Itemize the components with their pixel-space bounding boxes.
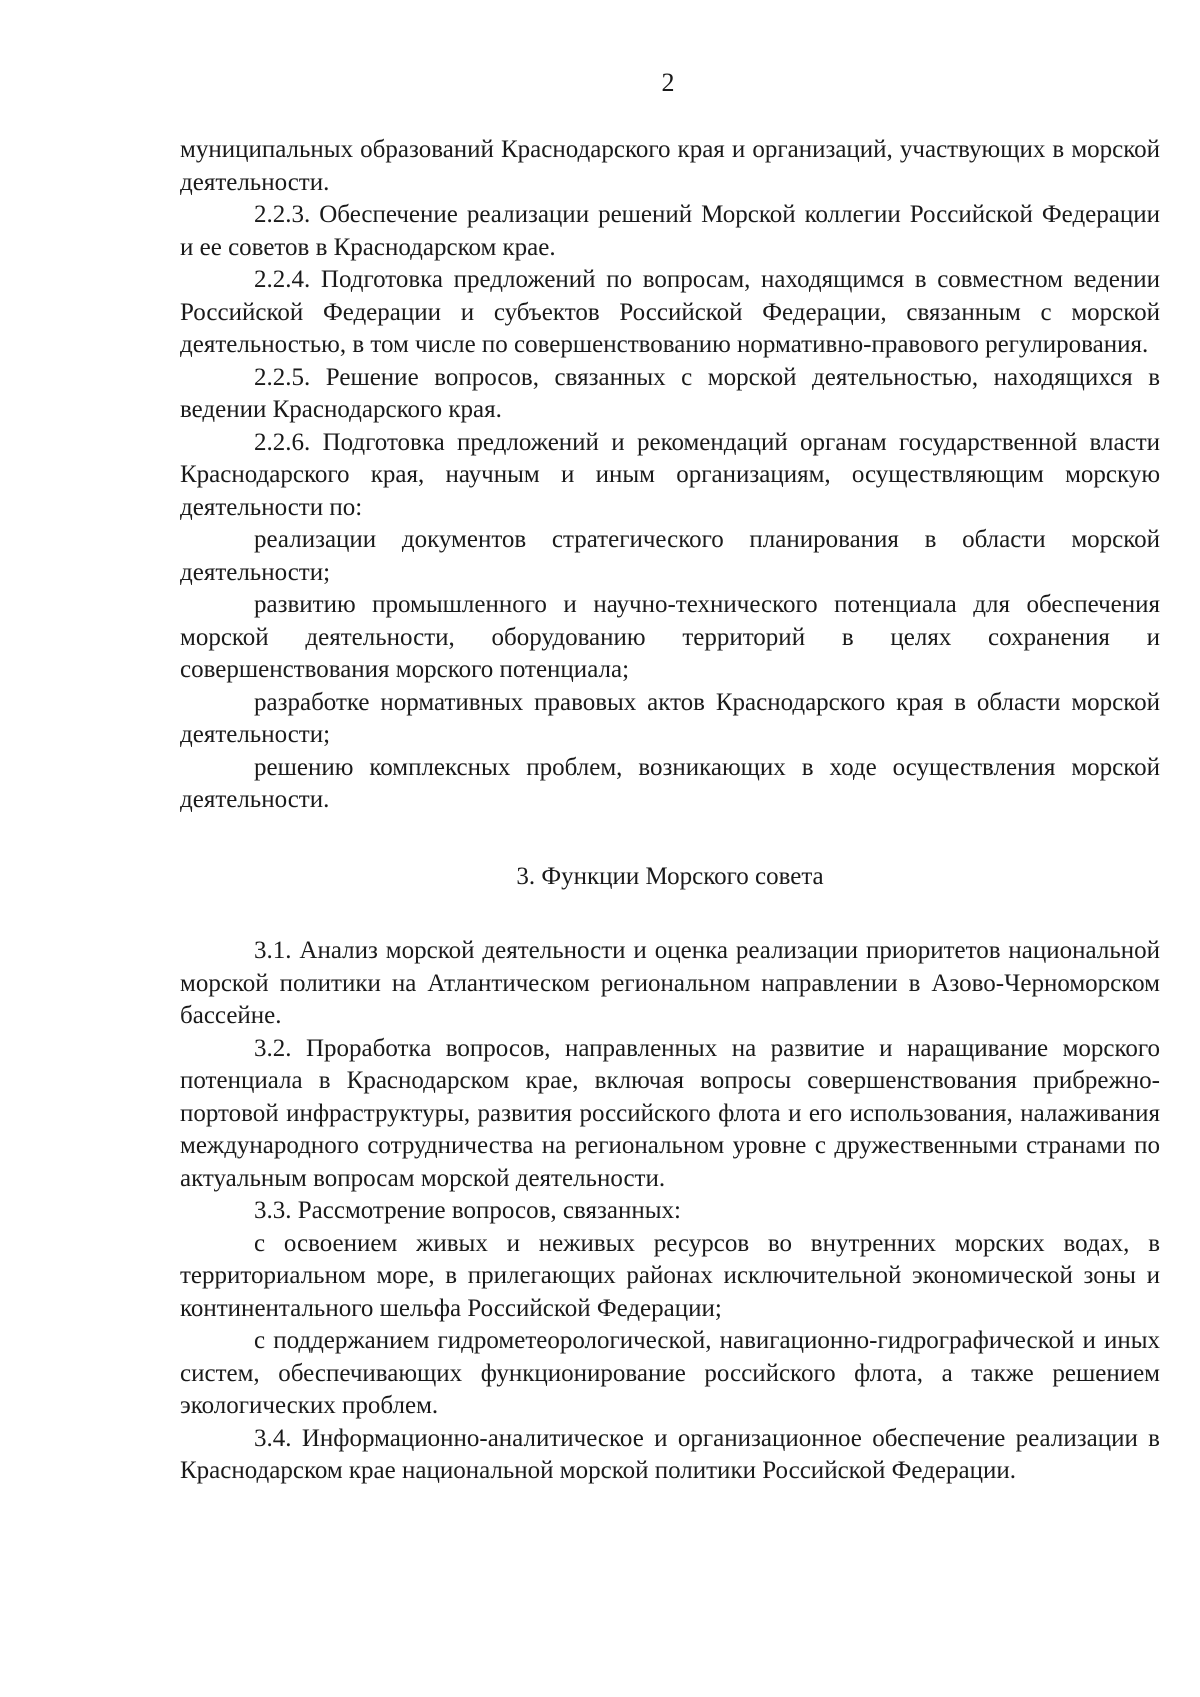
paragraph-3-3: 3.3. Рассмотрение вопросов, связанных: bbox=[254, 1197, 681, 1224]
list-item-regulatory-acts: разработке нормативных правовых актов Краснодарского края в области морской деятельности; bbox=[180, 688, 1160, 748]
paragraph-continuation: муниципальных образований Краснодарского края и организаций, участвующих в морской деятельности. bbox=[180, 136, 1160, 196]
paragraph-3-1: 3.1. Анализ морской деятельности и оценка реализации приоритетов национальной морской политики на Атлантическом региональном направлении в Азово-Черноморском бассейне. bbox=[180, 937, 1160, 1029]
list-item-strategic-planning: реализации документов стратегического планирования в области морской деятельности; bbox=[180, 526, 1160, 586]
paragraph-2-2-6: 2.2.6. Подготовка предложений и рекомендаций органам государственной власти Краснодарского края, научным и иным организациям, осуществляющим морскую деятельности по: bbox=[180, 428, 1160, 521]
paragraph-3-2: 3.2. Проработка вопросов, направленных на развитие и наращивание морского потенциала в Краснодарском крае, включая вопросы совершенствования прибрежно-портовой инфраструктуры, развития российского флота и его использования, налаживания международного сотрудничества на региональном уровне с дружественными странами по актуальным вопросам морской деятельности. bbox=[180, 1034, 1160, 1192]
paragraph-2-2-4: 2.2.4. Подготовка предложений по вопросам, находящимся в совместном ведении Российской Федерации и субъектов Российской Федерации, связанным с морской деятельностью, в том числе по совершенствованию нормативно-правового регулирования. bbox=[180, 266, 1160, 358]
paragraph-3-4: 3.4. Информационно-аналитическое и организационное обеспечение реализации в Краснодарском крае национальной морской политики Российской Федерации. bbox=[180, 1424, 1160, 1484]
paragraph-2-2-5: 2.2.5. Решение вопросов, связанных с морской деятельностью, находящихся в ведении Краснодарского края. bbox=[180, 363, 1160, 423]
paragraph-2-2-3: 2.2.3. Обеспечение реализации решений Морской коллегии Российской Федерации и ее советов в Краснодарском крае. bbox=[180, 201, 1160, 261]
list-item-hydrometeorological: с поддержанием гидрометеорологической, навигационно-гидрографической и иных систем, обеспечивающих функционирование российского флота, а также решением экологических проблем. bbox=[180, 1327, 1160, 1419]
page-number: 2 bbox=[661, 68, 675, 97]
list-item-industrial-potential: развитию промышленного и научно-технического потенциала для обеспечения морской деятельности, оборудованию территорий в целях сохранения и совершенствования морского потенциала; bbox=[180, 591, 1160, 683]
document-body bbox=[180, 134, 1160, 1488]
section-heading: 3. Функции Морского совета bbox=[516, 862, 824, 890]
list-item-resources: с освоением живых и неживых ресурсов во внутренних морских водах, в территориальном море, в прилегающих районах исключительной экономической зоны и континентального шельфа Российской Федерации; bbox=[180, 1229, 1160, 1322]
list-item-complex-problems: решению комплексных проблем, возникающих в ходе осуществления морской деятельности. bbox=[180, 753, 1160, 813]
